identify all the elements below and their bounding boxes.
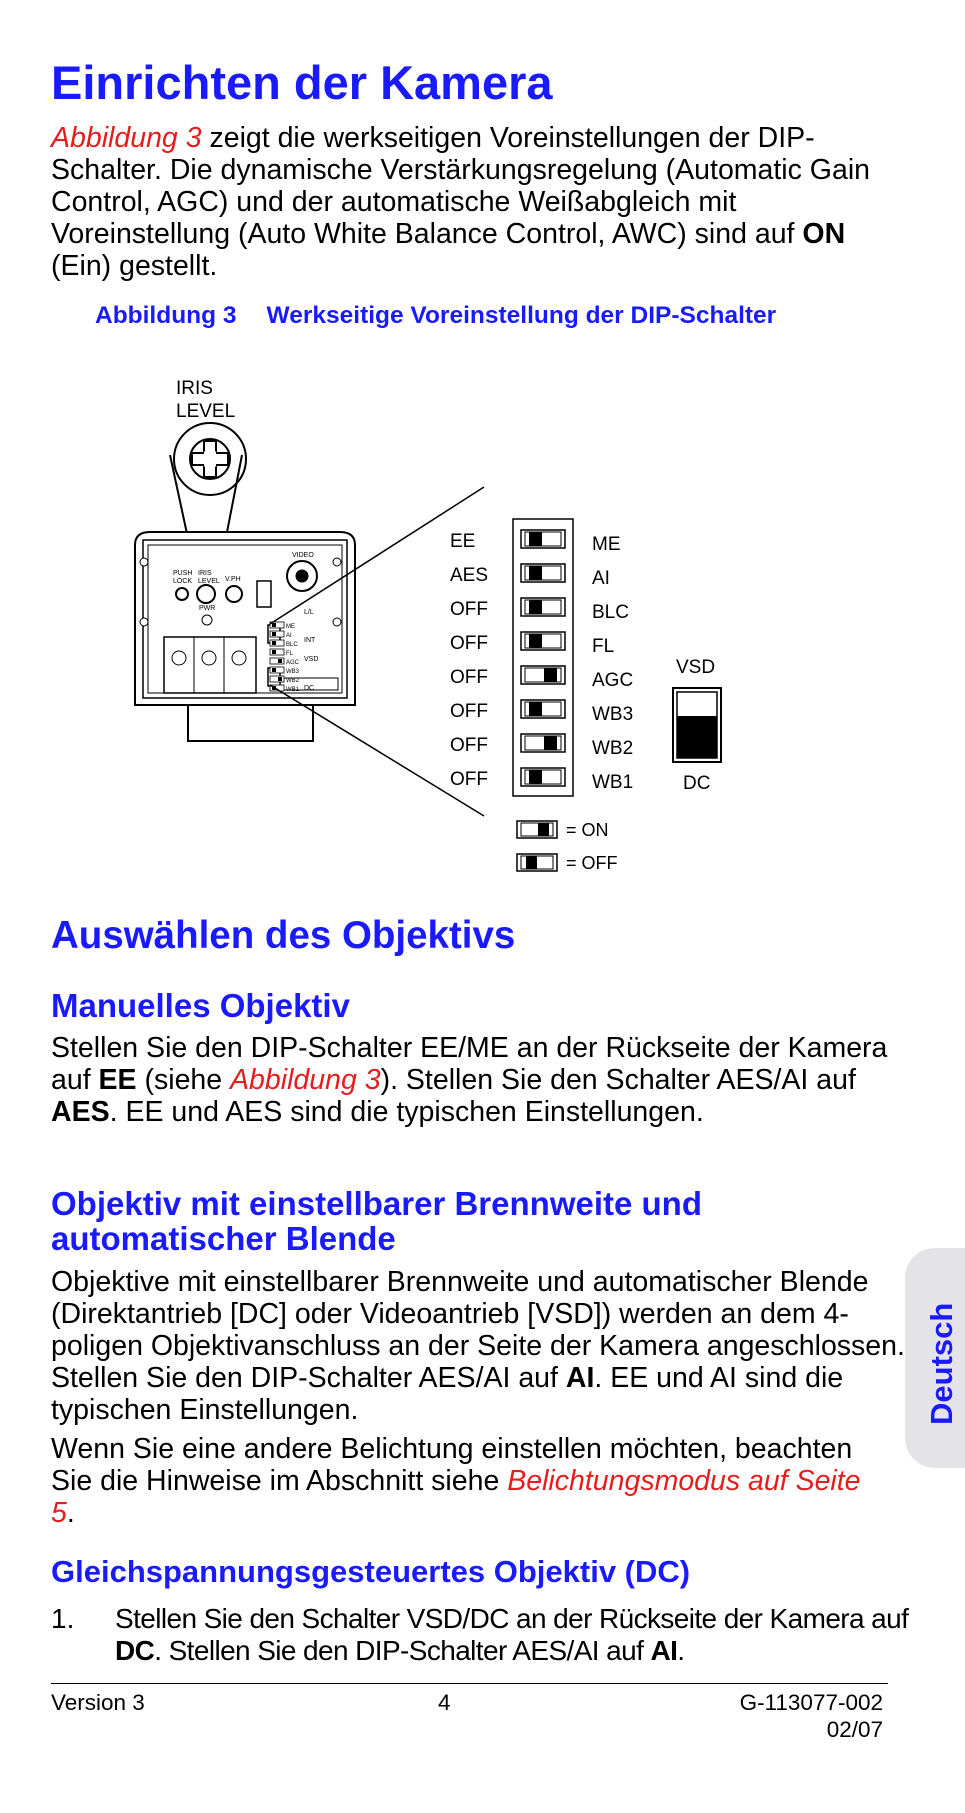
legend-on-text: = ON bbox=[566, 820, 609, 840]
svg-text:LEVEL: LEVEL bbox=[176, 401, 236, 422]
switch-right-label: WB2 bbox=[592, 738, 634, 759]
mini-switch-label: WB3 bbox=[286, 669, 300, 675]
page-title: Einrichten der Kamera bbox=[51, 56, 553, 109]
switch-right-label: BLC bbox=[592, 602, 629, 623]
iris-level-label bbox=[176, 378, 235, 422]
svg-text:PUSH: PUSH bbox=[173, 570, 193, 577]
switch-left-label: OFF bbox=[450, 633, 488, 654]
intro-paragraph: Abbildung 3 zeigt die werkseitigen Voreinstellungen der DIP-Schalter. Die dynamische Verstärkungsregelung (Automatic Gain Control, AGC) und der automatische Weißabgleich mit Voreinstellung (Auto White Balance Control, AWC) sind auf ON (Ein) gestellt. bbox=[51, 122, 870, 282]
switch-knob-on bbox=[544, 668, 557, 682]
footer-rule bbox=[51, 1683, 888, 1684]
svg-text:INT: INT bbox=[304, 637, 316, 644]
switch-slot bbox=[521, 632, 565, 650]
vsd-dc-switch bbox=[673, 688, 721, 762]
mini-switch-label: AGC bbox=[286, 660, 300, 666]
subheading-varifocal-lens: Objektiv mit einstellbarer Brennweite und automatischer Blende bbox=[51, 1185, 702, 1257]
language-tab-label: Deutsch bbox=[924, 1302, 959, 1425]
switch-right-label: FL bbox=[592, 636, 615, 657]
svg-text:V.PH: V.PH bbox=[225, 576, 241, 583]
switch-right-label: WB3 bbox=[592, 704, 634, 725]
vsd-label: VSD bbox=[676, 657, 716, 678]
switch-slot bbox=[521, 734, 565, 752]
mini-switch-label: ME bbox=[286, 624, 295, 630]
dip-switch-bank-frame bbox=[513, 519, 573, 796]
figure-link[interactable]: Abbildung 3 bbox=[51, 122, 202, 154]
subheading-manual-lens: Manuelles Objektiv bbox=[51, 987, 350, 1024]
switch-left-label: OFF bbox=[450, 769, 488, 790]
switch-knob-off bbox=[529, 770, 542, 784]
varifocal-paragraph-1: Objektive mit einstellbarer Brennweite und automatischer Blende (Direktantrieb [DC] oder Videoantrieb [VSD]) werden an dem 4-poligen Objektivanschluss an der Seite der Kamera angeschlossen. Stellen Sie den DIP-Schalter AES/AI auf AI. EE und AI sind die typischen Einstellungen. bbox=[51, 1266, 905, 1426]
svg-text:PWR: PWR bbox=[199, 605, 216, 612]
legend-off-symbol bbox=[517, 854, 557, 871]
svg-text:IRIS: IRIS bbox=[176, 378, 213, 399]
figure-link[interactable]: Abbildung 3 bbox=[230, 1064, 381, 1096]
svg-text:VIDEO: VIDEO bbox=[292, 552, 314, 559]
switch-knob-off bbox=[529, 702, 542, 716]
switch-left-label: AES bbox=[450, 565, 489, 586]
switch-right-label: AGC bbox=[592, 670, 634, 691]
svg-text:IRIS: IRIS bbox=[198, 570, 212, 577]
svg-text:L/L: L/L bbox=[304, 609, 314, 616]
switch-right-label: WB1 bbox=[592, 772, 634, 793]
switch-slot bbox=[521, 768, 565, 786]
footer-doc-id: G-113077-002 02/07 bbox=[739, 1690, 883, 1742]
svg-text:LEVEL: LEVEL bbox=[198, 578, 220, 585]
switch-slot bbox=[521, 666, 565, 684]
section-heading-lens: Auswählen des Objektivs bbox=[51, 914, 516, 957]
footer-page-number: 4 bbox=[438, 1690, 451, 1715]
switch-knob-off bbox=[529, 532, 542, 546]
switch-left-label: OFF bbox=[450, 701, 488, 722]
svg-text:LOCK: LOCK bbox=[173, 578, 193, 585]
mini-switch-label: AI bbox=[286, 633, 292, 639]
dc-step-1: Stellen Sie den Schalter VSD/DC an der Rückseite der Kamera auf DC. Stellen Sie den DIP-Schalter AES/AI auf AI. bbox=[115, 1603, 909, 1666]
switch-left-label: OFF bbox=[450, 667, 488, 688]
switch-knob-off bbox=[529, 634, 542, 648]
switch-knob-on bbox=[544, 736, 557, 750]
manual-lens-paragraph: Stellen Sie den DIP-Schalter EE/ME an der Rückseite der Kamera auf EE (siehe Abbildung 3). Stellen Sie den Schalter AES/AI auf AES. EE und AES sind die typischen Einstellungen. bbox=[51, 1032, 888, 1128]
legend-on-symbol bbox=[517, 821, 557, 838]
mini-switch-label: BLC bbox=[286, 642, 298, 648]
subheading-dc-lens: Gleichspannungsgesteuertes Objektiv (DC) bbox=[51, 1554, 691, 1589]
switch-slot bbox=[521, 564, 565, 582]
mini-switch-label: WB2 bbox=[286, 678, 300, 684]
switch-legend bbox=[517, 820, 618, 873]
camera-back-panel bbox=[135, 532, 355, 741]
dc-label: DC bbox=[683, 773, 711, 794]
exposure-mode-link[interactable]: Belichtungsmodus auf Seite 5 bbox=[51, 1465, 861, 1529]
switch-left-label: OFF bbox=[450, 599, 488, 620]
switch-knob-off bbox=[529, 566, 542, 580]
footer-version: Version 3 bbox=[51, 1690, 145, 1715]
svg-text:DC: DC bbox=[304, 685, 315, 692]
mini-switch-label: FL bbox=[286, 651, 294, 657]
switch-left-label: EE bbox=[450, 531, 476, 552]
legend-off-text: = OFF bbox=[566, 853, 618, 873]
switch-left-label: OFF bbox=[450, 735, 488, 756]
list-number: 1. bbox=[51, 1603, 75, 1634]
dip-switch-figure bbox=[0, 0, 954, 900]
varifocal-paragraph-2: Wenn Sie eine andere Belichtung einstellen möchten, beachten Sie die Hinweise im Abschnitt siehe Belichtungsmodus auf Seite 5. bbox=[51, 1433, 861, 1529]
switch-right-label: ME bbox=[592, 534, 621, 555]
switch-slot bbox=[521, 700, 565, 718]
switch-slot bbox=[521, 598, 565, 616]
switch-slot bbox=[521, 530, 565, 548]
switch-knob-off bbox=[529, 600, 542, 614]
figure-caption: Abbildung 3 Werkseitige Voreinstellung der DIP-Schalter bbox=[95, 302, 777, 329]
switch-right-label: AI bbox=[592, 568, 610, 589]
mini-switch-label: WB1 bbox=[286, 687, 300, 693]
svg-text:VSD: VSD bbox=[304, 656, 319, 663]
